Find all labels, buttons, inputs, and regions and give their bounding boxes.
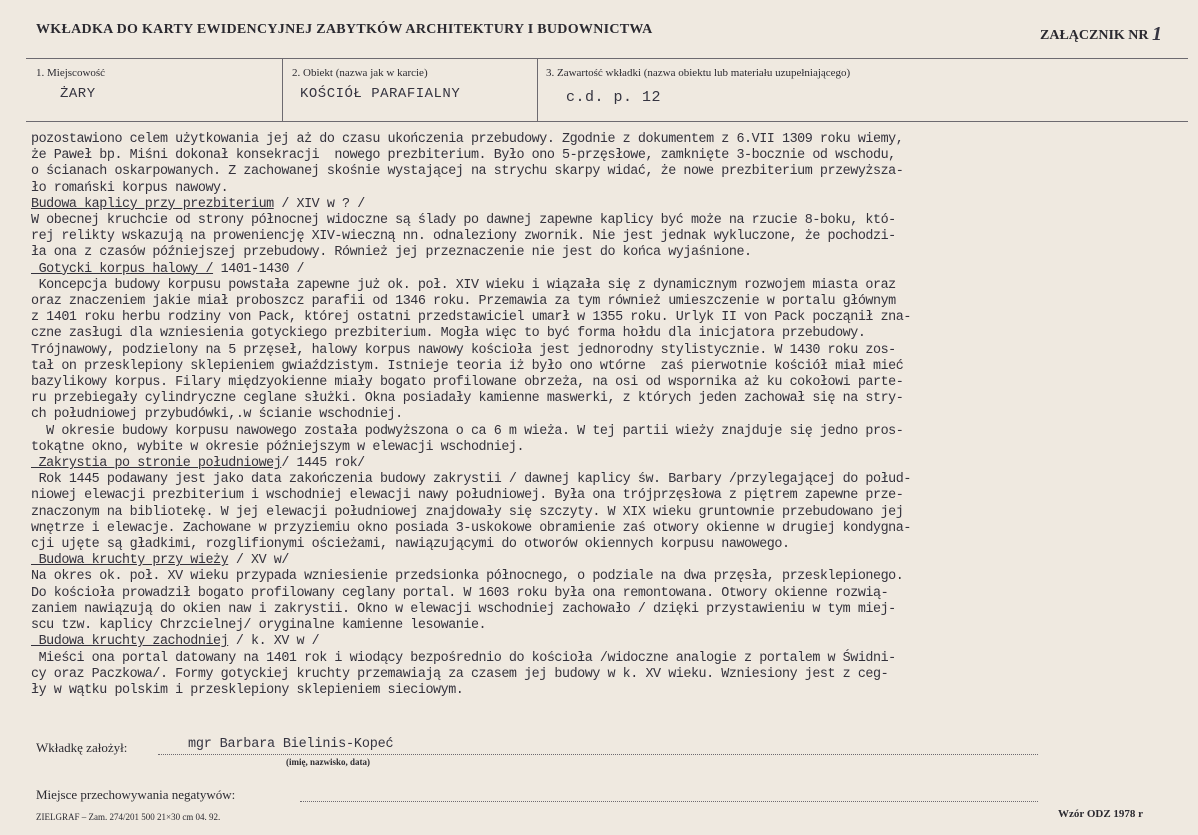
section-title: Gotycki korpus halowy / <box>31 261 214 277</box>
body-line: Mieści ona portal datowany na 1401 rok i wiodący bezpośrednio do kościoła /widoczne analogie z portalem w Świdni- <box>31 650 896 666</box>
body-line: ła ona z czasów późniejszej przebudowy. Również jej przeznaczenie nie jest do końca wyjaśnione. <box>31 245 752 261</box>
body-line: W okresie budowy korpusu nawowego została podwyższona o ca 6 m wieża. W tej partii wieży znajduje się jedno pros- <box>31 423 904 439</box>
negatives-dotted-line <box>300 800 1038 802</box>
section-date: / XIV w ? / <box>273 196 365 212</box>
body-line: o ścianach oskarpowanych. Z zachowanej skośnie wystającej na strychu skarpy widać, że nowe prezbiterium przewyższa- <box>31 164 904 180</box>
section-title: Budowa kruchty zachodniej <box>31 634 229 650</box>
field-label-locality: 1. Miejscowość <box>36 67 106 79</box>
section-date: / 1445 rok/ <box>281 456 365 472</box>
field-label-contents: 3. Zawartość wkładki (nazwa obiektu lub materiału uzupełniającego) <box>546 67 851 79</box>
body-line: Trójnawowy, podzielony na 5 przęseł, halowy korpus nawowy kościoła jest jednorodny stylistycznie. W 1430 roku zos- <box>31 342 896 358</box>
section-heading <box>31 197 1196 213</box>
body-line: ch południowej przybudówki,.w ścianie wschodniej. <box>31 407 403 423</box>
body-line: wnętrze i elewacje. Zachowane w przyziemiu okno posiada 3-uskokowe obramienie zaś otwory okienne w drugiej kondygna- <box>31 520 911 536</box>
body-line: cy oraz Paczkowa/. Formy gotyckiej kruchty przemawiają za czasem jej budowy w k. XV wieku. Wzniesiony jest z ceg- <box>31 666 889 682</box>
field-box-top-border <box>26 58 1188 59</box>
body-line: z 1401 roku herbu rodziny von Pack, której ostatni przedstawiciel umarł w 1355 roku. Urlyk II von Pack począnił zna- <box>31 310 911 326</box>
body-line: Koncepcja budowy korpusu powstała zapewne już ok. poł. XIV wieku i wiązała się z dynamicznym rozwojem miasta oraz <box>31 277 896 293</box>
negatives-label: Miejsce przechowywania negatywów: <box>36 787 236 802</box>
founder-value: mgr Barbara Bielinis-Kopeć <box>188 737 394 752</box>
body-line: niowej elewacji prezbiterium i wschodniej elewacji nawy południowej. Była ona trójprzęsłowa z piętrem zapewne prze- <box>31 488 904 504</box>
field-divider-1 <box>282 58 283 122</box>
body-line: Do kościoła prowadził bogato profilowany ceglany portal. W 1603 roku była ona remontowana. Otwory okienne rozwią- <box>31 585 889 601</box>
body-line: tał on przesklepiony sklepieniem gwiaździstym. Istnieje teoria iż było ono wtórne zaś pierwotnie kościół miał mieć <box>31 358 904 374</box>
founder-label: Wkładkę założył: <box>36 740 128 755</box>
body-line: pozostawiono celem użytkowania jej aż do czasu ukończenia przebudowy. Zgodnie z dokumentem z 6.VII 1309 roku wiemy, <box>31 132 904 147</box>
section-title: Zakrystia po stronie południowej <box>31 456 282 472</box>
body-line: W obecnej kruchcie od strony północnej widoczne są ślady po dawnej zapewne kaplicy być może na rzucie 8-boku, któ- <box>31 213 896 229</box>
body-line: bazylikowy korpus. Filary międzyokienne miały bogato profilowane obrzeża, na osi od wspornika aż ku cokołowi parte- <box>31 375 904 391</box>
body-line: ły w wątku polskim i przesklepiony sklepieniem sieciowym. <box>31 682 464 698</box>
attachment-label: ZAŁĄCZNIK NR <box>1040 28 1149 43</box>
section-title: Budowa kruchty przy wieży <box>31 553 229 569</box>
body-line: Rok 1445 podawany jest jako data zakończenia budowy zakrystii / dawnej kaplicy św. Barbary /przylegającej do połud- <box>31 472 911 488</box>
document-title: WKŁADKA DO KARTY EWIDENCYJNEJ ZABYTKÓW ARCHITEKTURY I BUDOWNICTWA <box>36 22 653 37</box>
section-date: / XV w/ <box>228 553 289 569</box>
body-line: zaniem nawiązują do okien naw i zakrystii. Okno w elewacji wschodniej zachowało / dzięki przystawieniu w tym miej- <box>31 601 896 617</box>
section-date: / k. XV w / <box>228 634 320 650</box>
founder-caption: (imię, nazwisko, data) <box>286 757 370 767</box>
section-heading <box>31 262 1196 278</box>
section-date: 1401-1430 / <box>213 261 305 277</box>
founder-dotted-line <box>158 753 1038 755</box>
print-info: ZIELGRAF – Zam. 274/201 500 21×30 cm 04. 92. <box>36 812 221 822</box>
body-line: znaczonym na bibliotekę. W jej elewacji południowej znajdowały się szczyty. W XIX wieku gruntownie przebudowano jej <box>31 504 904 520</box>
section-heading <box>31 456 1196 472</box>
body-line: cji ujęte są gładkimi, rozglifionymi ościeżami, nawiązującymi do otworów okiennych korpusu nawowego. <box>31 537 790 553</box>
section-heading <box>31 553 1196 569</box>
body-line: czne zasługi dla wzniesienia gotyckiego prezbiterium. Mogła więc to być forma hołdu dla inicjatora przebudowy. <box>31 326 866 342</box>
attachment-number-value: 1 <box>1152 23 1163 45</box>
field-divider-2 <box>537 58 538 122</box>
body-line: ru przebiegały cylindryczne ceglane służki. Okna posiadały kamienne maswerki, z których jeden zachował się na stry- <box>31 391 904 407</box>
field-box-bottom-border <box>26 121 1188 122</box>
body-line: oraz znaczeniem jakie miał proboszcz parafii od 1346 roku. Przemawia za tym również umieszczenie w portalu głównym <box>31 294 896 310</box>
body-line: scu tzw. kaplicy Chrzcielnej/ oryginalne kamienne lesowanie. <box>31 618 487 634</box>
field-value-contents: c.d. p. 12 <box>566 89 662 106</box>
body-line: że Paweł bp. Miśni dokonał konsekracji nowego prezbiterium. Było ono 5-przęsłowe, zamknięte 3-bocznie od wschodu, <box>31 148 896 164</box>
field-label-object: 2. Obiekt (nazwa jak w karcie) <box>292 67 428 79</box>
body-line: rej relikty wskazują na proweniencję XIV-wieczną nn. odnaleziony zwornik. Nie jest jednak wykluczone, że pochodzi- <box>31 229 896 245</box>
body-line: ło romański korpus nawowy. <box>31 180 229 196</box>
attachment-number <box>1040 22 1162 45</box>
typed-body-text <box>31 132 1196 699</box>
section-title: Budowa kaplicy przy prezbiterium <box>31 196 274 212</box>
section-heading <box>31 634 1196 650</box>
field-value-locality: ŻARY <box>60 86 96 102</box>
field-value-object: KOŚCIÓŁ PARAFIALNY <box>300 86 461 102</box>
body-line: tokątne okno, wybite w okresie późniejszym w elewacji wschodniej. <box>31 439 525 455</box>
body-line: Na okres ok. poł. XV wieku przypada wzniesienie przedsionka północnego, o podziale na dwa przęsła, przesklepionego. <box>31 569 904 585</box>
form-reference: Wzór ODZ 1978 r <box>1058 808 1144 820</box>
